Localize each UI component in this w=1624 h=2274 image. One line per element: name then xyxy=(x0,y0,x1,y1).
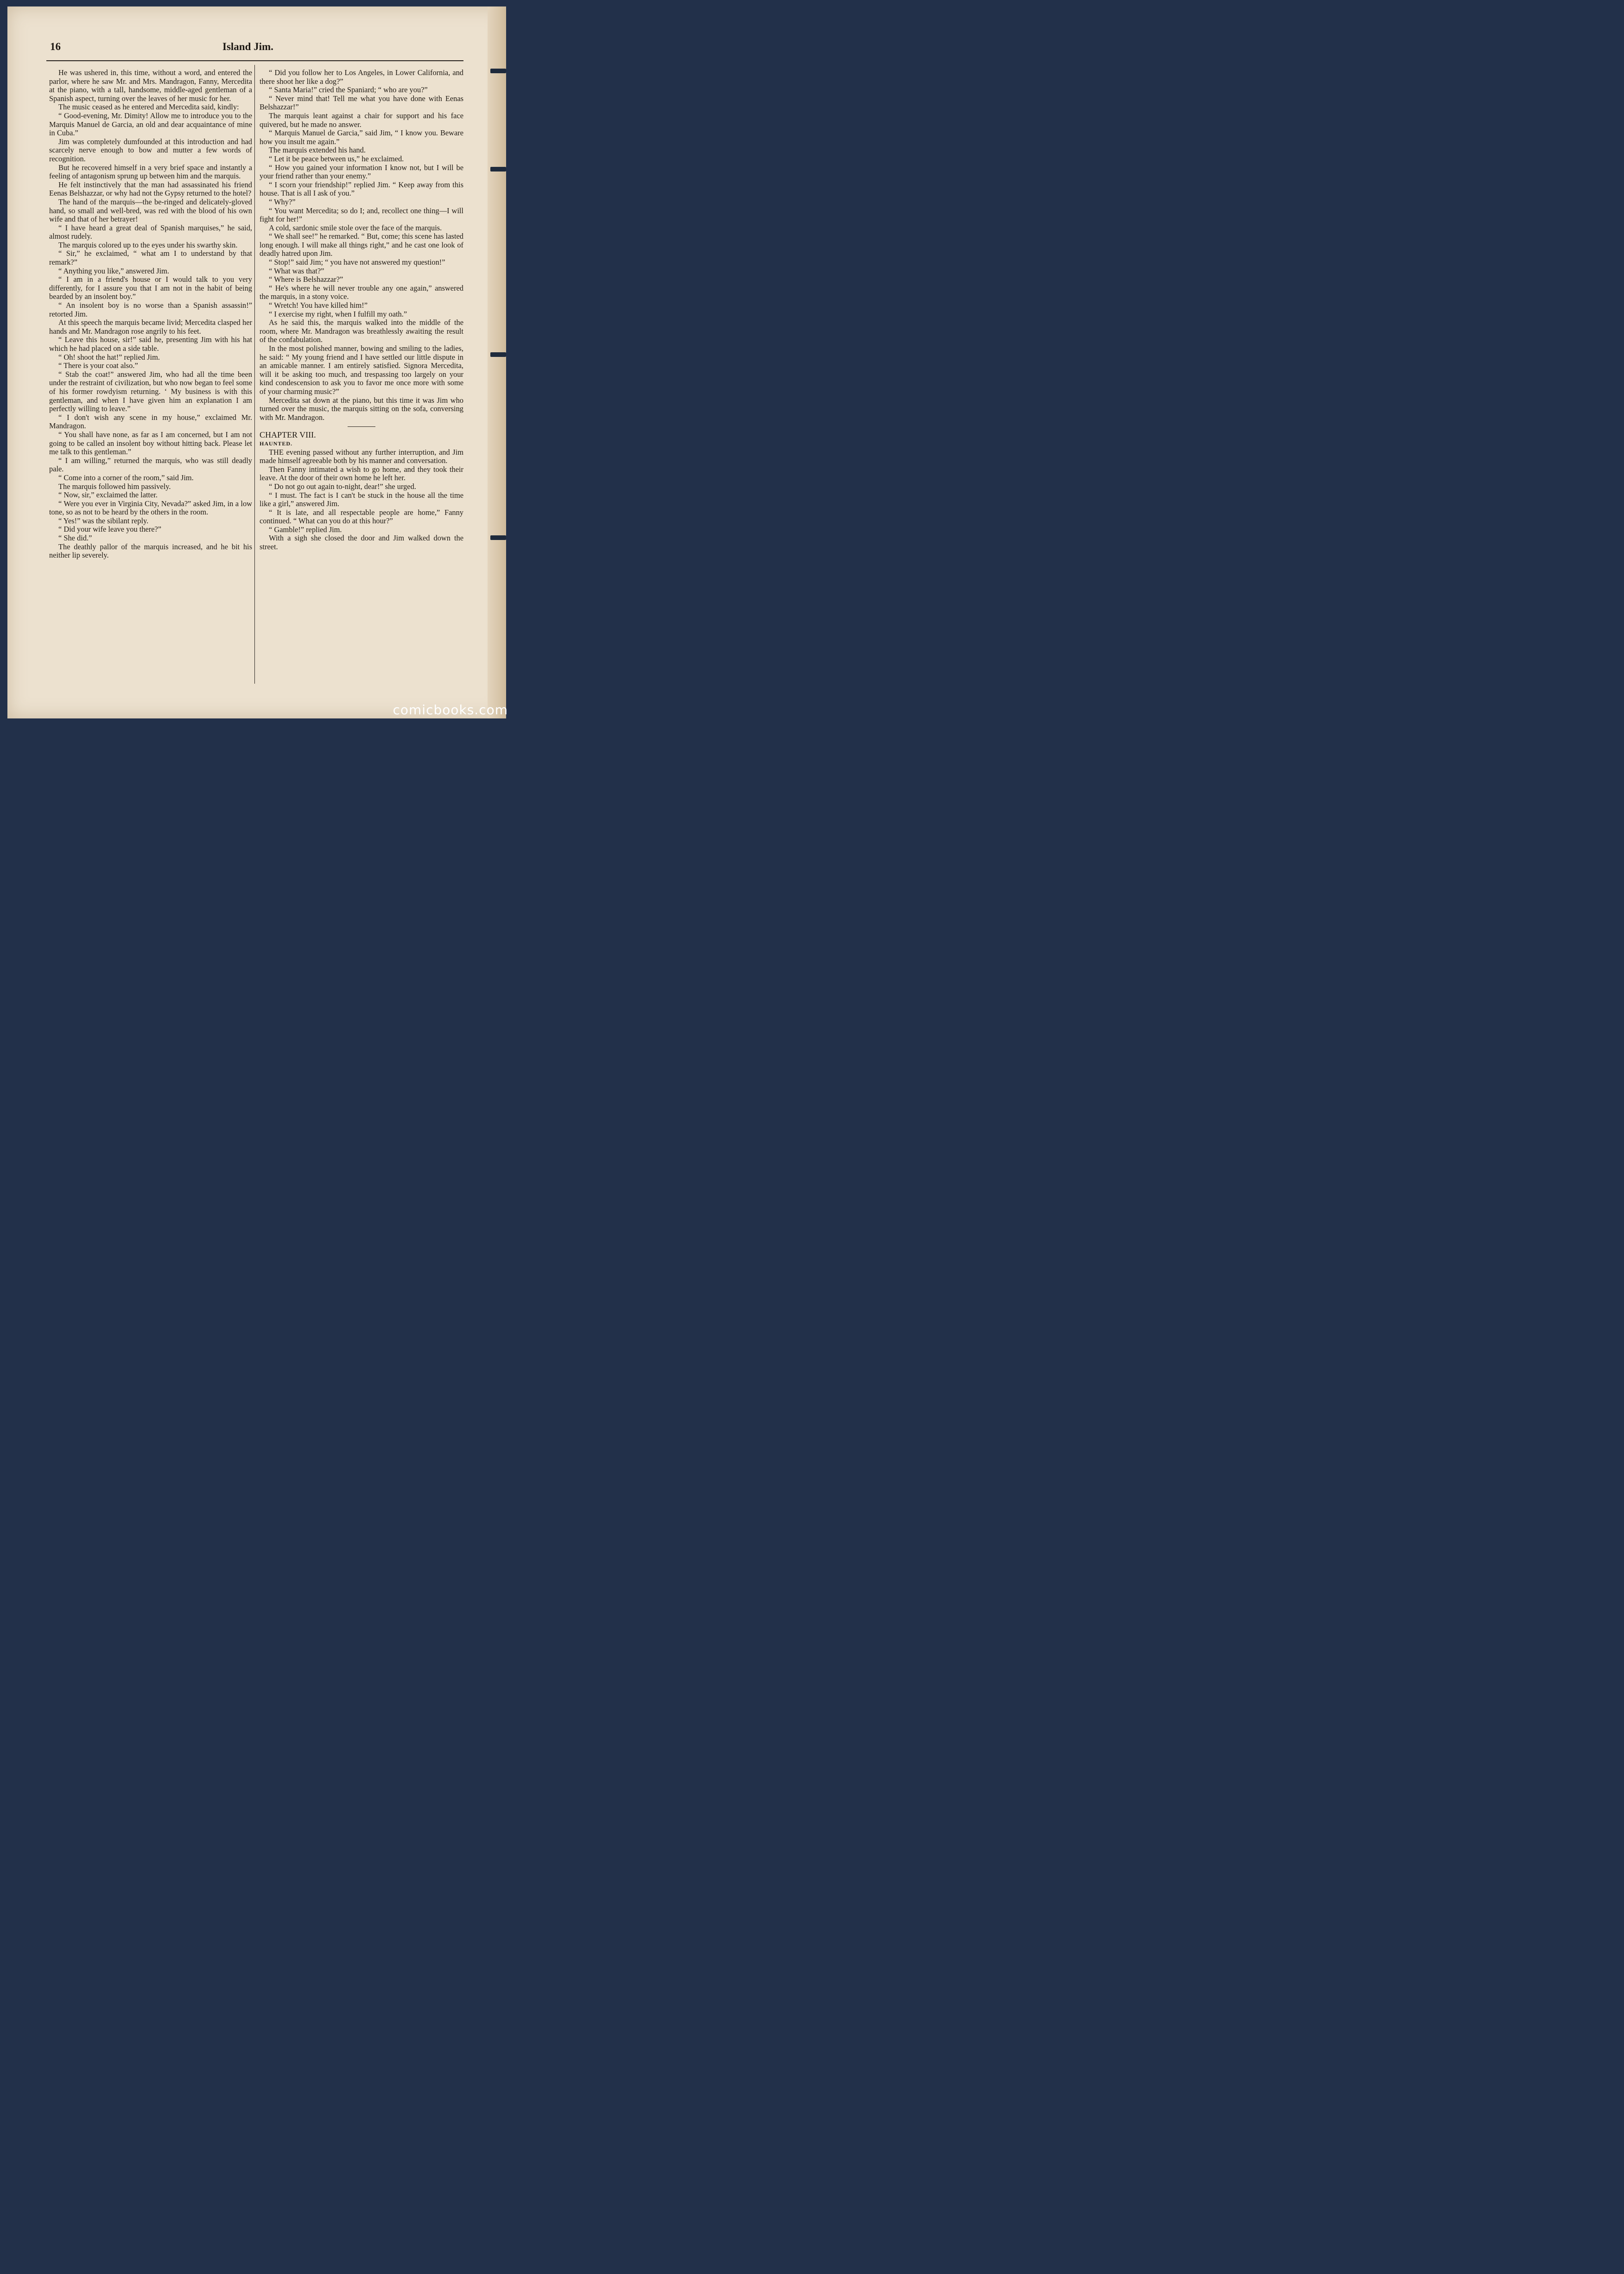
paragraph: “ What was that?” xyxy=(269,266,324,275)
paragraph: “ Do not go out again to-night, dear!” she urged. xyxy=(269,482,416,491)
paragraph: At this speech the marquis became livid; Mercedita clasped her hands and Mr. Mandragon rose angrily to his feet. xyxy=(49,318,252,336)
paragraph: “ Never mind that! Tell me what you have done with Eenas Belshazzar!” xyxy=(260,94,463,112)
paragraph: The marquis colored up to the eyes under his swarthy skin. xyxy=(58,240,238,249)
paragraph: The deathly pallor of the marquis increased, and he bit his neither lip severely. xyxy=(49,542,252,560)
chapter-title: CHAPTER VIII. xyxy=(260,430,316,440)
paragraph: “ Anything you like,” answered Jim. xyxy=(58,266,169,275)
paragraph: “ Yes!” was the sibilant reply. xyxy=(58,516,149,525)
left-column xyxy=(49,69,252,560)
paragraph: “ I don't wish any scene in my house,” exclaimed Mr. Mandragon. xyxy=(49,413,252,431)
paragraph: The music ceased as he entered and Mercedita said, kindly: xyxy=(58,102,239,112)
paragraph: The marquis followed him passively. xyxy=(58,482,171,491)
paragraph: “ I am in a friend's house or I would talk to you very differently, for I assure you that I am not in the habit of being bearded by an insolent boy.” xyxy=(49,275,252,301)
paragraph: “ Let it be peace between us,” he exclaimed. xyxy=(269,154,404,163)
staple-lower xyxy=(490,535,506,540)
paragraph: “ I have heard a great deal of Spanish marquises,” he said, almost rudely. xyxy=(49,223,252,241)
paragraph: “ Gamble!” replied Jim. xyxy=(269,525,342,534)
paragraph: “ Oh! shoot the hat!” replied Jim. xyxy=(58,352,160,362)
paragraph: “ Good-evening, Mr. Dimity! Allow me to introduce you to the Marquis Manuel de Garcia, an old and dear acquaintance of mine in Cuba.” xyxy=(49,111,252,138)
right-column-text xyxy=(260,69,463,422)
paragraph: “ Marquis Manuel de Garcia,” said Jim, “ I know you. Beware how you insult me again.” xyxy=(260,128,463,146)
paragraph: “ We shall see!” he remarked. “ But, come; this scene has lasted long enough. I will make all things right,” and he cast one look of deadly hatred upon Jim. xyxy=(260,232,463,258)
paragraph: “ Now, sir,” exclaimed the latter. xyxy=(58,490,158,500)
paragraph: He was ushered in, this time, without a word, and entered the parlor, where he saw Mr. and Mrs. Mandragon, Fanny, Mercedita at the piano, with a tall, handsome, middle-aged gentleman of a Spanish aspect, turning over the leaves of her music for her. xyxy=(49,68,252,103)
paragraph: The marquis extended his hand. xyxy=(269,146,366,155)
paragraph: He felt instinctively that the man had assassinated his friend Eenas Belshazzar, or why had not the Gypsy returned to the hotel? xyxy=(49,180,252,198)
staple-middle xyxy=(490,352,506,357)
paragraph: “ Santa Maria!” cried the Spaniard; “ who are you?” xyxy=(269,85,428,95)
paragraph: “ Were you ever in Virginia City, Nevada?” asked Jim, in a low tone, so as not to be heard by the others in the room. xyxy=(49,499,252,517)
paragraph: “ Come into a corner of the room,” said Jim. xyxy=(58,473,194,482)
column-divider xyxy=(254,65,255,684)
paragraph: “ I must. The fact is I can't be stuck in the house all the time like a girl,” answered Jim. xyxy=(260,490,463,508)
header-rule xyxy=(46,60,463,61)
paragraph: “ There is your coat also.” xyxy=(58,361,138,370)
paragraph: The hand of the marquis—the be-ringed and delicately-gloved hand, so small and well-bred, was red with the blood of his own wife and that of her betrayer! xyxy=(49,197,252,224)
page-number: 16 xyxy=(50,41,61,52)
paragraph: As he said this, the marquis walked into the middle of the room, where Mr. Mandragon was breathlessly awaiting the result of the confabulation. xyxy=(260,318,463,344)
paragraph: “ He's where he will never trouble any one again,” answered the marquis, in a stony voice. xyxy=(260,283,463,301)
paragraph: In the most polished manner, bowing and smiling to the ladies, he said: “ My young friend and I have settled our little dispute in an amicable manner. I am entirely satisfied. Signora Mercedita, will it be asking too much, and trespassing too largely on your kind condescension to ask you to favor me once more with some of your charming music?” xyxy=(260,344,463,396)
paragraph: “ How you gained your information I know not, but I will be your friend rather than your enemy.” xyxy=(260,163,463,181)
paragraph: “ Stop!” said Jim; “ you have not answered my question!” xyxy=(269,258,445,267)
paragraph: “ Why?” xyxy=(269,197,296,206)
paragraph: With a sigh she closed the door and Jim walked down the street. xyxy=(260,534,463,552)
paragraph: “ You shall have none, as far as I am concerned, but I am not going to be called an insolent boy without hitting back. Please let me talk to this gentleman.” xyxy=(49,430,252,457)
paragraph: A cold, sardonic smile stole over the face of the marquis. xyxy=(269,223,442,232)
right-column xyxy=(260,69,463,552)
paragraph: THE evening passed without any further interruption, and Jim made himself agreeable both by his manner and conversation. xyxy=(260,447,463,465)
paragraph: “ Where is Belshazzar?” xyxy=(269,275,343,284)
paragraph: Then Fanny intimated a wish to go home, and they took their leave. At the door of their own home he left her. xyxy=(260,464,463,483)
watermark: comicbooks.com xyxy=(393,702,508,718)
paragraph: Mercedita sat down at the piano, but this time it was Jim who turned over the music, the marquis sitting on the sofa, conversing with Mr. Mandragon. xyxy=(260,395,463,422)
paragraph: “ Did you follow her to Los Angeles, in Lower California, and there shoot her like a dog?” xyxy=(260,68,463,86)
paragraph: “ Wretch! You have killed him!” xyxy=(269,301,368,310)
paragraph: “ I scorn your friendship!” replied Jim. “ Keep away from this house. That is all I ask of you.” xyxy=(260,180,463,198)
paragraph: “ You want Mercedita; so do I; and, recollect one thing—I will fight for her!” xyxy=(260,206,463,224)
staple-top xyxy=(490,69,506,73)
paragraph: “ I am willing,” returned the marquis, who was still deadly pale. xyxy=(49,456,252,474)
paragraph: “ Stab the coat!” answered Jim, who had all the time been under the restraint of civilization, but who now began to feel some of his former rowdyism returning. ‘ My business is with this gentleman, and when I have given him an explanation I am perfectly willing to leave.” xyxy=(49,369,252,413)
paragraph: But he recovered himself in a very brief space and instantly a feeling of antagonism sprung up between him and the marquis. xyxy=(49,163,252,181)
chapter-text xyxy=(260,448,463,552)
chapter-separator xyxy=(348,426,375,427)
paragraph: The marquis leant against a chair for support and his face quivered, but he made no answer. xyxy=(260,111,463,129)
paragraph: “ She did.” xyxy=(58,534,92,543)
paragraph: “ Sir,” he exclaimed, “ what am I to understand by that remark?” xyxy=(49,249,252,267)
running-title: Island Jim. xyxy=(222,41,273,52)
paragraph: “ An insolent boy is no worse than a Spanish assassin!” retorted Jim. xyxy=(49,301,252,318)
paragraph: “ Leave this house, sir!” said he, presenting Jim with his hat which he had placed on a side table. xyxy=(49,335,252,353)
paragraph: “ It is late, and all respectable people are home,” Fanny continued. “ What can you do at this hour?” xyxy=(260,508,463,526)
paragraph: “ I exercise my right, when I fulfill my oath.” xyxy=(269,309,407,318)
paragraph: “ Did your wife leave you there?” xyxy=(58,525,162,534)
staple-upper xyxy=(490,167,506,172)
chapter-subtitle: HAUNTED. xyxy=(260,440,293,447)
page-spine xyxy=(488,6,506,718)
paragraph: Jim was completely dumfounded at this introduction and had scarcely nerve enough to bow and mutter a few words of recognition. xyxy=(49,137,252,163)
